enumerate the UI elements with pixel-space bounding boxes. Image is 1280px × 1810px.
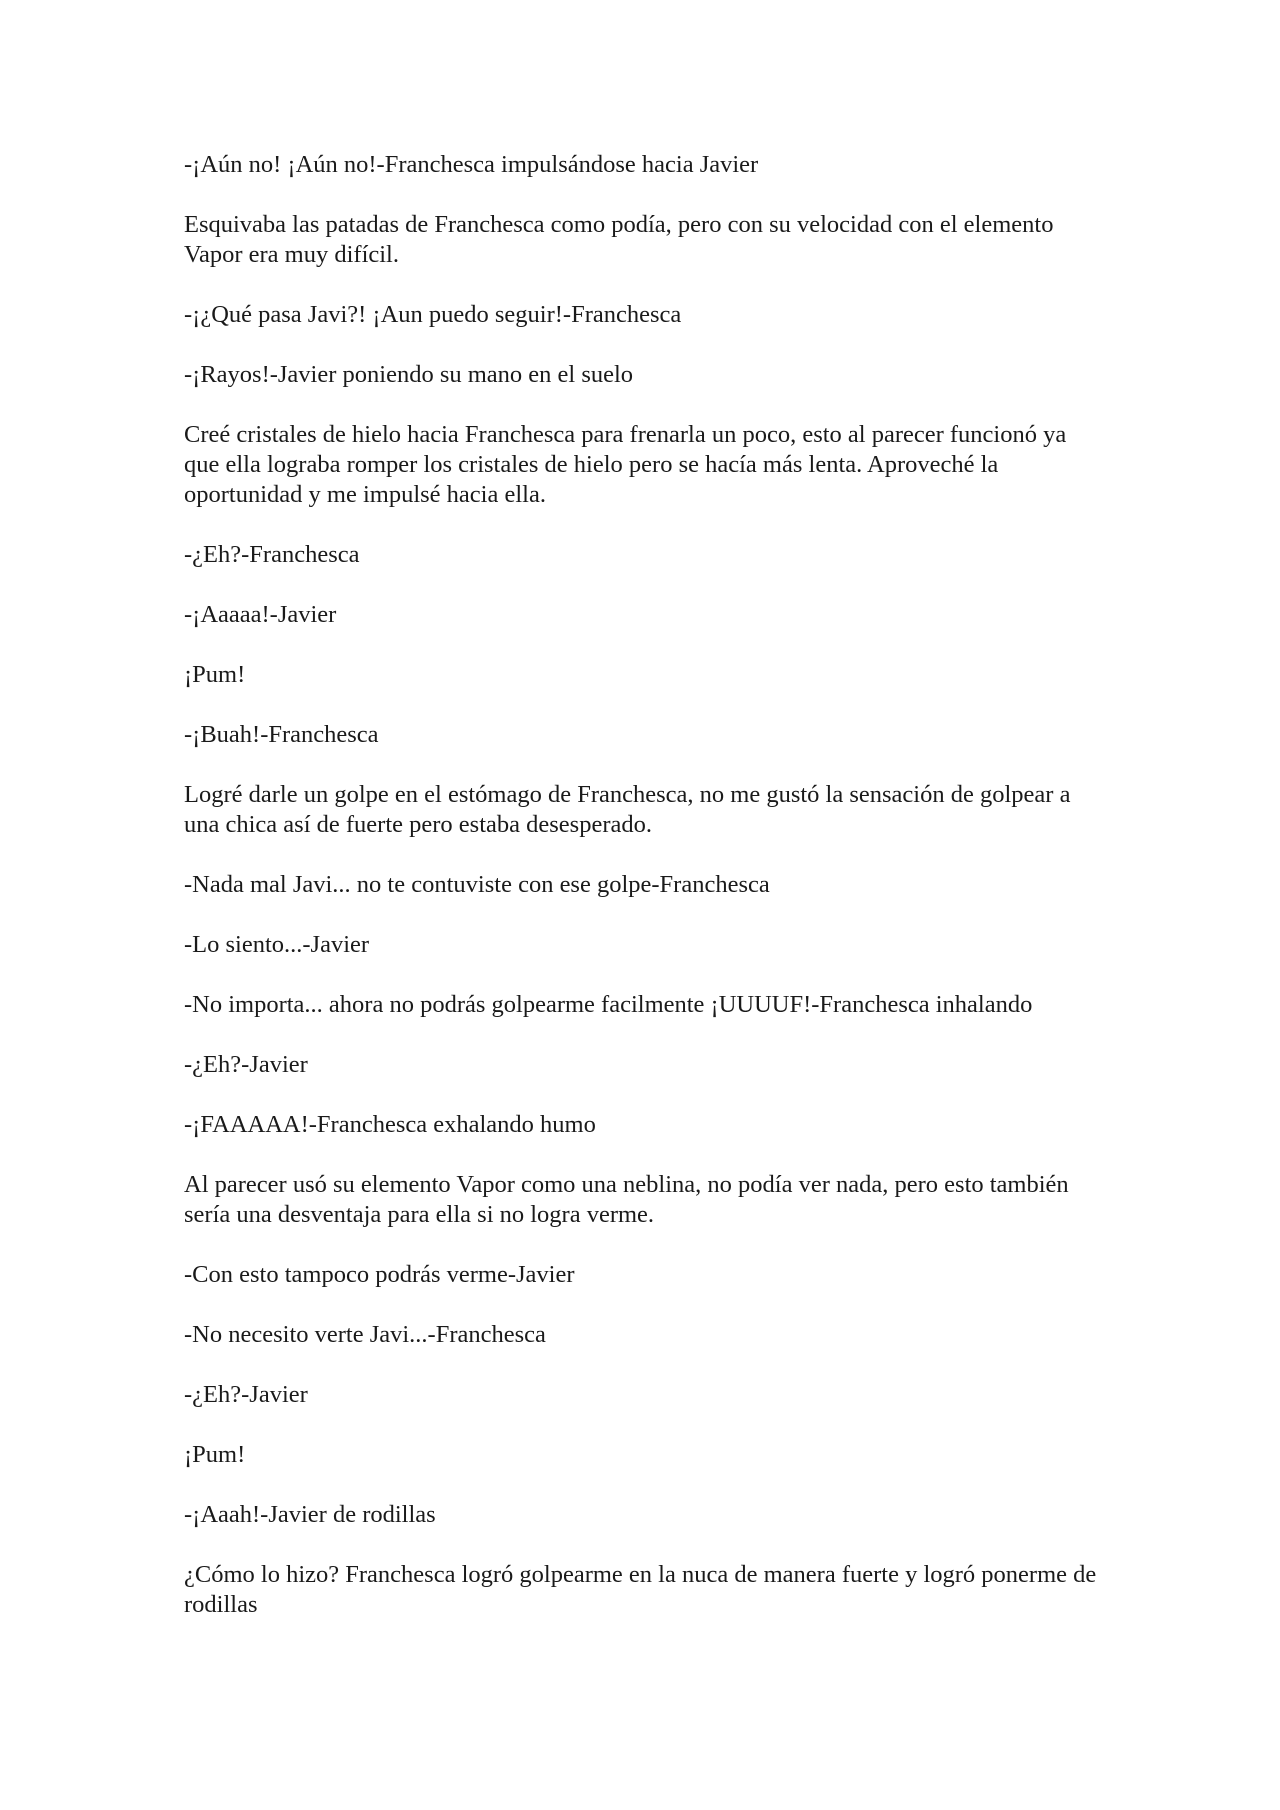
paragraph: -¿Eh?-Javier	[184, 1051, 308, 1078]
paragraph: Creé cristales de hielo hacia Franchesca para frenarla un poco, esto al parecer funcionó ya que ella lograba romper los cristales de hielo pero se hacía más lenta. Aproveché la oportunidad y me impulsé hacia ella.	[184, 421, 1067, 508]
paragraph: ¡Pum!	[184, 661, 246, 688]
paragraph: Al parecer usó su elemento Vapor como una neblina, no podía ver nada, pero esto también sería una desventaja para ella si no logra verme.	[184, 1171, 1069, 1228]
paragraph: -¡Rayos!-Javier poniendo su mano en el suelo	[184, 361, 634, 388]
paragraph: Logré darle un golpe en el estómago de Franchesca, no me gustó la sensación de golpear a una chica así de fuerte pero estaba desesperado.	[184, 781, 1071, 838]
paragraph: -¿Eh?-Javier	[184, 1381, 308, 1408]
paragraph: -Lo siento...-Javier	[184, 931, 370, 958]
paragraph: -Con esto tampoco podrás verme-Javier	[184, 1261, 575, 1288]
paragraph: ¡Pum!	[184, 1441, 246, 1468]
paragraph: Esquivaba las patadas de Franchesca como podía, pero con su velocidad con el elemento Vapor era muy difícil.	[184, 211, 1054, 268]
paragraph: -No importa... ahora no podrás golpearme facilmente ¡UUUUF!-Franchesca inhalando	[184, 991, 1033, 1018]
paragraph: -No necesito verte Javi...-Franchesca	[184, 1321, 546, 1348]
paragraph: -¡Buah!-Franchesca	[184, 721, 379, 748]
paragraph: -¡¿Qué pasa Javi?! ¡Aun puedo seguir!-Franchesca	[184, 301, 682, 328]
paragraph: -¡Aún no! ¡Aún no!-Franchesca impulsándose hacia Javier	[184, 151, 759, 178]
paragraph: -¡Aaaaa!-Javier	[184, 601, 337, 628]
paragraph: -Nada mal Javi... no te contuviste con ese golpe-Franchesca	[184, 871, 770, 898]
paragraph: ¿Cómo lo hizo? Franchesca logró golpearme en la nuca de manera fuerte y logró ponerme de rodillas	[184, 1561, 1097, 1618]
paragraph: -¡Aaah!-Javier de rodillas	[184, 1501, 436, 1528]
paragraph: -¿Eh?-Franchesca	[184, 541, 360, 568]
document-body	[184, 150, 1104, 1650]
paragraph: -¡FAAAAA!-Franchesca exhalando humo	[184, 1111, 596, 1138]
